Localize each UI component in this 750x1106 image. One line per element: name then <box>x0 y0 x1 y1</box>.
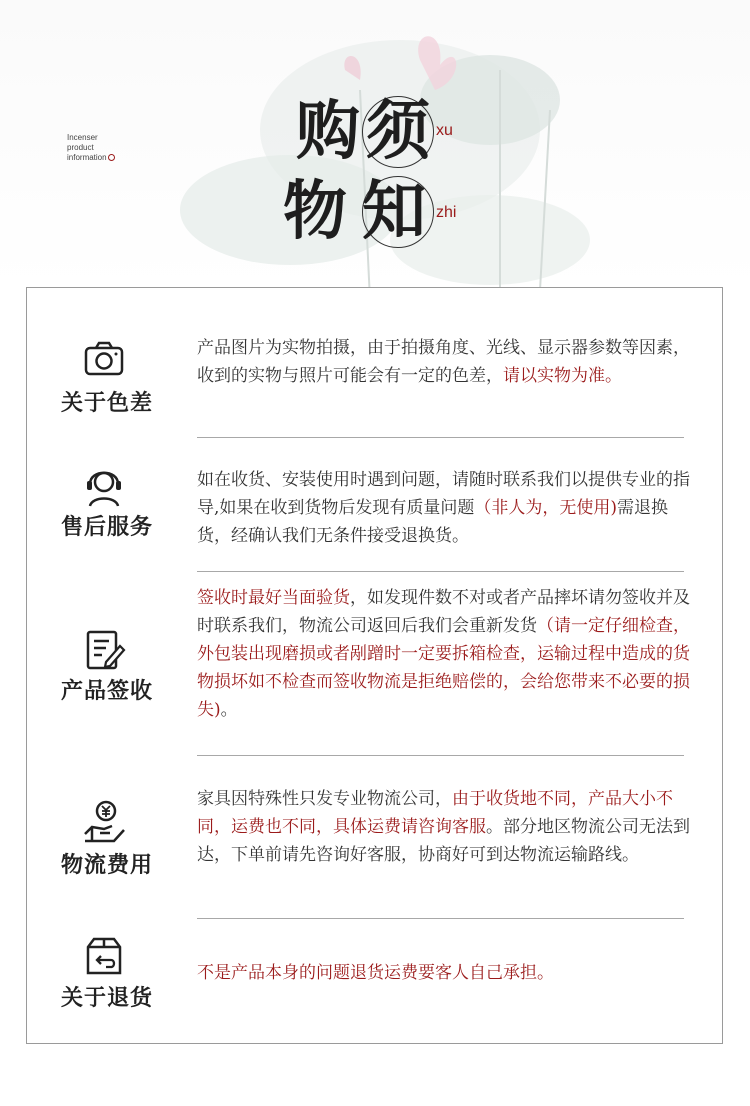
title-pinyin-1: xu <box>436 122 453 139</box>
purchase-notice-panel <box>26 287 723 1044</box>
section-title: 关于色差 <box>60 390 153 416</box>
header-banner <box>0 0 750 290</box>
section-divider <box>197 437 684 438</box>
section-body: 签收时最好当面验货，如发现件数不对或者产品摔坏请勿签收并及时联系我们，物流公司返回后我们会重新发货（请一定仔细检查，外包装出现磨损或者剐蹭时一定要拆箱检查，运输过程中造成的货物损坏如不检查而签收物流是拒绝赔偿的，会给您带来不必要的损失)。 <box>197 588 690 720</box>
headset-support-icon <box>82 464 126 508</box>
section-divider <box>197 918 684 919</box>
section-body: 不是产品本身的问题退货运费要客人自己承担。 <box>197 963 554 983</box>
section-divider <box>197 571 684 572</box>
circle-dot-icon <box>108 154 115 161</box>
title-pinyin-2: zhi <box>436 204 457 221</box>
side-note-line1: Incenser <box>67 133 98 142</box>
section-title: 关于退货 <box>60 985 153 1011</box>
title-char-3: 物 <box>283 174 347 249</box>
section-body: 产品图片为实物拍摄，由于拍摄角度、光线、显示器参数等因素，收到的实物与照片可能会有一定的色差，请以实物为准。 <box>197 338 690 386</box>
section-body: 家具因特殊性只发专业物流公司，由于收货地不同，产品大小不同，运费也不同，具体运费请咨询客服。部分地区物流公司无法到达，下单前请先咨询好客服，协商好可到达物流运输路线。 <box>197 789 690 865</box>
section-title: 售后服务 <box>60 514 153 540</box>
document-edit-icon <box>82 628 126 672</box>
section-divider <box>197 755 684 756</box>
return-box-icon <box>82 935 126 979</box>
section-body: 如在收货、安装使用时遇到问题，请随时联系我们以提供专业的指导,如果在收到货物后发现有质量问题（非人为，无使用)需退换货，经确认我们无条件接受退换货。 <box>197 470 690 546</box>
title-char-2: 须 <box>366 94 430 169</box>
side-note <box>67 133 115 163</box>
title-char-4: 知 <box>362 174 426 249</box>
camera-icon <box>82 338 126 382</box>
title-char-1: 购 <box>296 94 360 169</box>
side-note-line3: information <box>67 153 107 162</box>
money-hand-icon <box>82 800 126 844</box>
side-note-line2: product <box>67 143 94 152</box>
section-title: 物流费用 <box>60 852 153 878</box>
section-title: 产品签收 <box>60 678 153 704</box>
